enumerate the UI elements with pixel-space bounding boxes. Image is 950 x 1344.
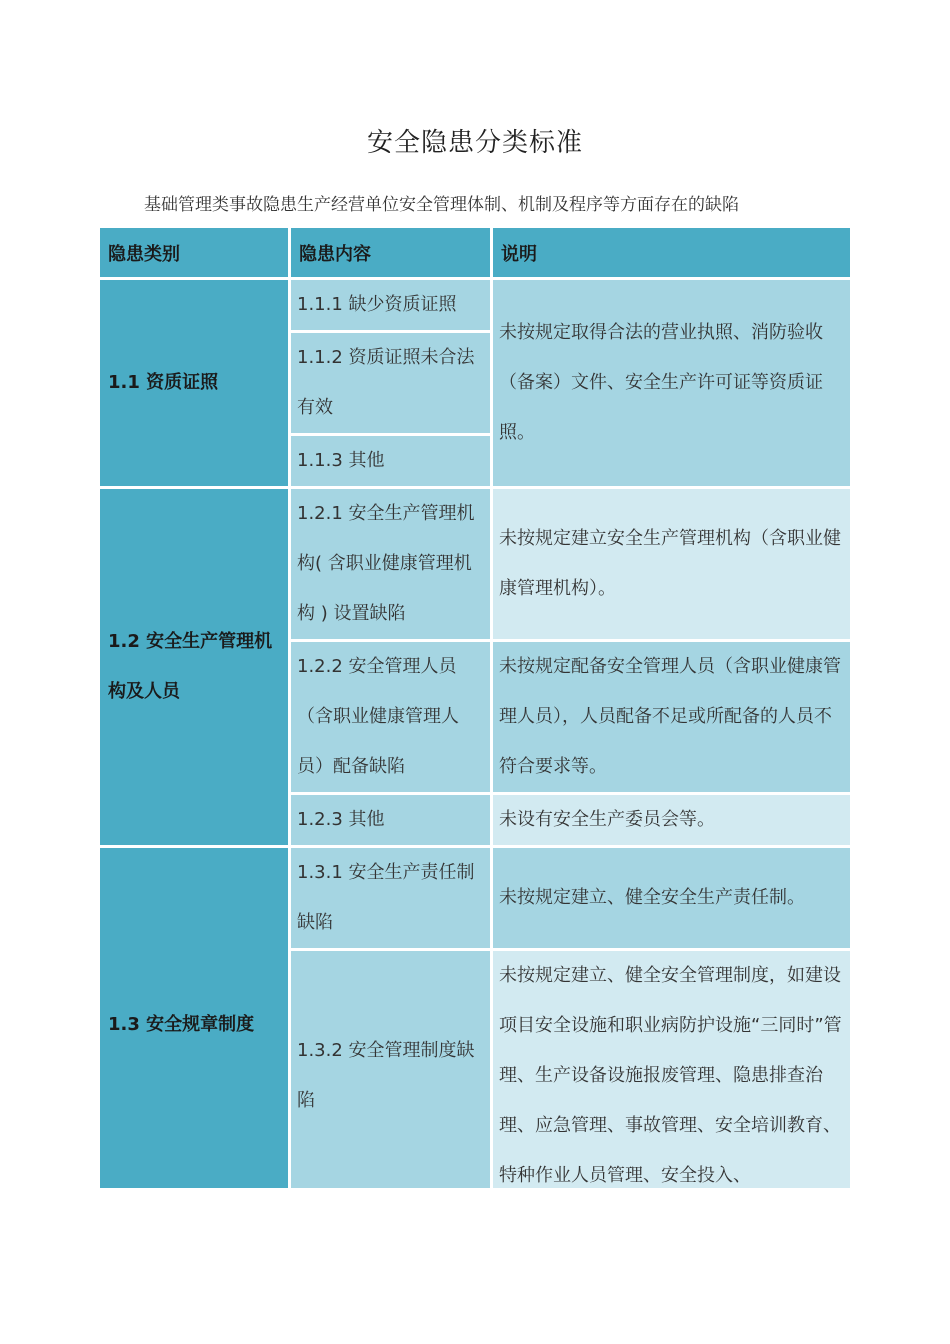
category-cell: 1.3 安全规章制度 — [100, 848, 288, 1201]
description-cell: 未按规定建立、健全安全生产责任制。 — [493, 848, 850, 948]
hazard-classification-table — [97, 225, 853, 1204]
category-cell: 1.1 资质证照 — [100, 280, 288, 486]
header-description: 说明 — [493, 228, 850, 277]
description-cell: 未按规定取得合法的营业执照、消防验收（备案）文件、安全生产许可证等资质证照。 — [493, 280, 850, 486]
description-cell: 未按规定建立、健全安全管理制度，如建设项目安全设施和职业病防护设施“三同时”管理、生产设备设施报废管理、隐患排查治理、应急管理、事故管理、安全培训教育、特种作业人员管理、安全投入、 — [493, 951, 850, 1201]
table-row — [100, 280, 850, 330]
page-bottom-margin — [0, 1188, 950, 1344]
category-cell: 1.2 安全生产管理机构及人员 — [100, 489, 288, 845]
item-cell: 1.3.1 安全生产责任制缺陷 — [291, 848, 490, 948]
item-cell: 1.1.1 缺少资质证照 — [291, 280, 490, 330]
description-cell: 未按规定配备安全管理人员（含职业健康管理人员），人员配备不足或所配备的人员不符合要求等。 — [493, 642, 850, 792]
header-content: 隐患内容 — [291, 228, 490, 277]
item-cell: 1.2.3 其他 — [291, 795, 490, 845]
table-row — [100, 848, 850, 948]
page-subtitle: 基础管理类事故隐患生产经营单位安全管理体制、机制及程序等方面存在的缺陷 — [144, 195, 739, 215]
table-header-row — [100, 228, 850, 277]
item-cell: 1.1.3 其他 — [291, 436, 490, 486]
item-cell: 1.2.2 安全管理人员（含职业健康管理人员）配备缺陷 — [291, 642, 490, 792]
table-row — [100, 489, 850, 639]
item-cell: 1.2.1 安全生产管理机构( 含职业健康管理机构 ) 设置缺陷 — [291, 489, 490, 639]
description-cell: 未设有安全生产委员会等。 — [493, 795, 850, 845]
item-cell: 1.1.2 资质证照未合法有效 — [291, 333, 490, 433]
header-category: 隐患类别 — [100, 228, 288, 277]
item-cell: 1.3.2 安全管理制度缺陷 — [291, 951, 490, 1201]
page-title: 安全隐患分类标准 — [366, 128, 583, 158]
description-cell: 未按规定建立安全生产管理机构（含职业健康管理机构）。 — [493, 489, 850, 639]
